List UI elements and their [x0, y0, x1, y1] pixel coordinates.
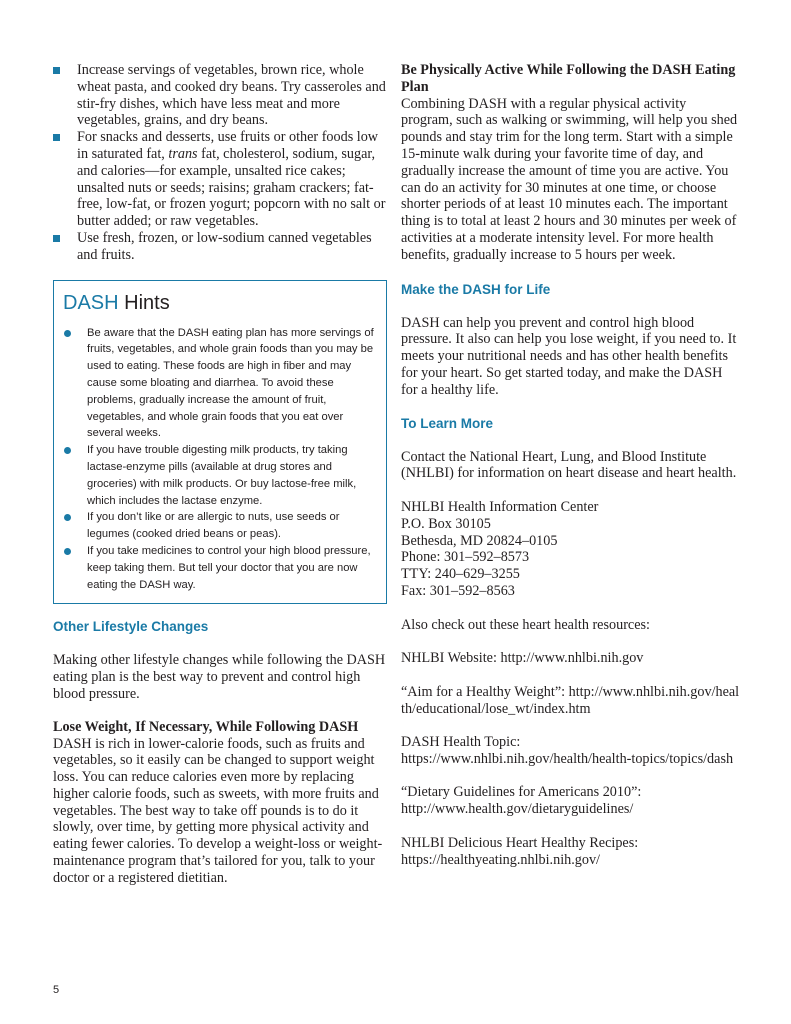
tip-text-trans: trans: [168, 145, 198, 162]
learn-more-intro: Contact the National Heart, Lung, and Blood Institute (NHLBI) for information on heart disease and heart health.: [401, 448, 737, 482]
address-line: P.O. Box 30105: [401, 515, 491, 532]
resource-link[interactable]: NHLBI Delicious Heart Healthy Recipes: https://healthyeating.nhlbi.nih.gov/: [401, 834, 639, 868]
hint-text: If you don’t like or are allergic to nuts, use seeds or legumes (cooked dried beans or peas).: [87, 511, 340, 541]
round-bullet-icon: [64, 330, 71, 337]
resource-link[interactable]: “Aim for a Healthy Weight”: http://www.nhlbi.nih.gov/health/educational/lose_wt/index.htm: [401, 683, 740, 717]
left-column: [53, 62, 389, 887]
list-item: [53, 230, 389, 264]
address-line: Phone: 301–592–8573: [401, 549, 530, 566]
section-heading-learn-more: To Learn More: [401, 415, 494, 431]
lose-weight-heading: Lose Weight, If Necessary, While Following DASH: [53, 718, 359, 735]
hint-text: If you take medicines to control your high blood pressure, keep taking them. But tell your doctor that you are now eating the DASH way.: [87, 544, 371, 591]
tip-text: Use fresh, frozen, or low-sodium canned vegetables and fruits.: [77, 229, 372, 263]
hint-text: Be aware that the DASH eating plan has more servings of fruits, vegetables, and whole grain foods than you may be used to eating. These foods are high in fiber and may cause some bloating and diarrhea. To avoid these problems, gradually increase the amount of fruit, vegetables, and whole grain foods that you eat over several weeks.: [87, 326, 374, 440]
resource-link[interactable]: “Dietary Guidelines for Americans 2010”: http://www.health.gov/dietaryguidelines/: [401, 784, 642, 818]
section-heading-for-life: Make the DASH for Life: [401, 281, 551, 297]
other-lifestyle-body: Making other lifestyle changes while following the DASH eating plan is the best way to prevent and control high blood pressure.: [53, 652, 386, 702]
lose-weight-body: DASH is rich in lower-calorie foods, such as fruits and vegetables, so it easily can be changed to support weight loss. You can reduce calories even more by replacing higher calorie foods, such as sweets, with more fruits and vegetables. The best way to take off pounds is to do it slowly, over time, by getting more physical activity and eating fewer calories. To develop a weight-loss or weight-maintenance program that’s tailored for you, talk to your doctor or a registered dietitian.: [53, 735, 383, 886]
hints-title-accent: DASH: [63, 291, 119, 314]
right-column: [401, 62, 741, 868]
dash-hints-box: [53, 280, 387, 605]
resource-link[interactable]: NHLBI Website: http://www.nhlbi.nih.gov: [401, 650, 644, 667]
round-bullet-icon: [64, 514, 71, 521]
active-heading: Be Physically Active While Following the DASH Eating Plan: [401, 62, 736, 95]
hints-list: [63, 325, 376, 594]
tip-text-suffix: fat, cholesterol, sodium, sugar, and calories—for example, unsalted rice cakes; unsalted nuts or seeds; raisins; graham crackers; fat-free, low-fat, or frozen yogurt; popcorn with no salt or butter added; or raw vegetables.: [77, 145, 386, 230]
list-item: [53, 129, 389, 230]
round-bullet-icon: [64, 548, 71, 555]
tip-text-mid: foods low in saturated fat,: [77, 129, 379, 162]
list-item: [63, 325, 376, 443]
square-bullet-icon: [53, 67, 60, 74]
list-item: [63, 509, 376, 543]
contact-address: [401, 499, 741, 600]
hints-title-rest: Hints: [118, 291, 170, 314]
page-number: 5: [53, 984, 60, 996]
address-line: TTY: 240–629–3255: [401, 566, 520, 583]
hints-title: [63, 291, 376, 315]
address-line: Bethesda, MD 20824–0105: [401, 532, 558, 549]
round-bullet-icon: [64, 447, 71, 454]
square-bullet-icon: [53, 235, 60, 242]
active-body: Combining DASH with a regular physical activity program, such as walking or swimming, will help you shed pounds and stay trim for the long term. Start with a simple 15-minute walk during your favorite time of day, and gradually increase the amount of time you are active. You can do an activity for 30 minutes at one time, or choose shorter periods of at least 10 minutes each. The important thing is to total at least 2 hours and 30 minutes per week of activities at a moderate intensity level. For more health benefits, gradually increase to 5 hours per week.: [401, 95, 738, 263]
tip-text-prefix: For snacks and desserts, use fruits or other: [77, 129, 319, 146]
section-heading-other-lifestyle: Other Lifestyle Changes: [53, 619, 209, 635]
for-life-body: DASH can help you prevent and control high blood pressure. It also can help you lose weight, if you need to. It meets your nutritional needs and has other health benefits for your heart. So get started today, and make the DASH for a healthy life.: [401, 314, 737, 398]
address-line: Fax: 301–592–8563: [401, 582, 515, 599]
list-item: [63, 543, 376, 593]
resource-link[interactable]: DASH Health Topic: https://www.nhlbi.nih.gov/health/health-topics/topics/dash: [401, 734, 734, 767]
square-bullet-icon: [53, 134, 60, 141]
list-item: [63, 442, 376, 509]
list-item: [53, 62, 389, 129]
tip-text: Increase servings of vegetables, brown rice, whole wheat pasta, and cooked dry beans. Try casseroles and stir-fry dishes, which have less meat and more vegetables, grains, and dry beans.: [77, 62, 386, 129]
hint-text: If you have trouble digesting milk products, try taking lactase-enzyme pills (available at drug stores and groceries) with milk products. Or buy lactose-free milk, which includes the lactase enzyme.: [87, 444, 357, 507]
address-line: NHLBI Health Information Center: [401, 498, 599, 515]
resources-intro: Also check out these heart health resources:: [401, 616, 650, 633]
tips-list: [53, 62, 389, 264]
